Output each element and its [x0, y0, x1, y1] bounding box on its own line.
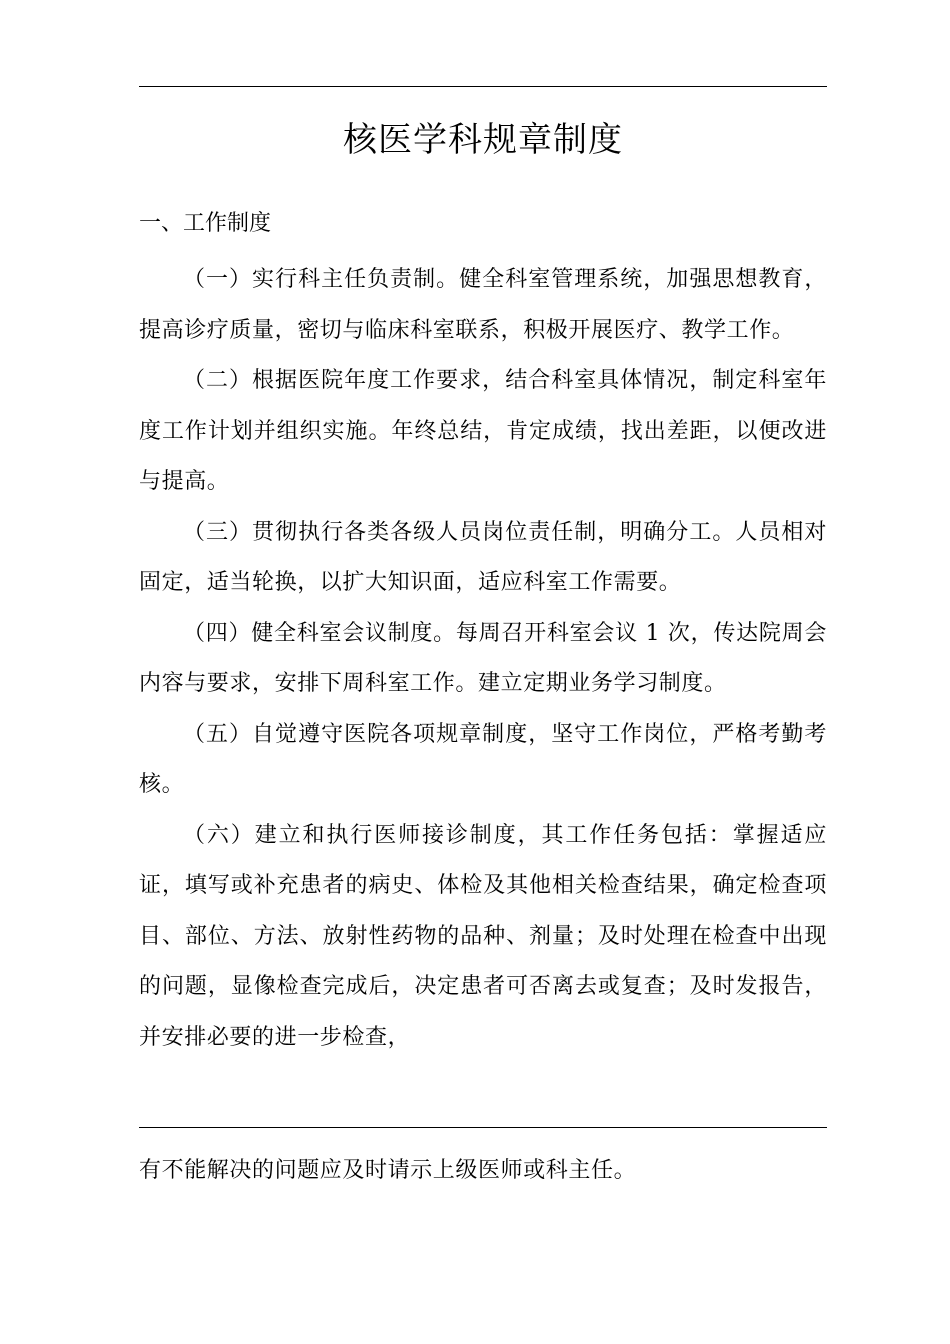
continued-text: 有不能解决的问题应及时请示上级医师或科主任。	[139, 1158, 637, 1183]
page-title: 核医学科规章制度	[343, 120, 623, 160]
header-rule	[139, 86, 827, 87]
section-heading: 一、工作制度	[139, 211, 272, 236]
page-break-rule	[139, 1127, 827, 1128]
paragraph-4: （四）健全科室会议制度。每周召开科室会议 1 次，传达院周会内容与要求，安排下周科室工作。建立定期业务学习制度。	[139, 620, 827, 696]
paragraph-2: （二）根据医院年度工作要求，结合科室具体情况，制定科室年度工作计划并组织实施。年终总结，肯定成绩，找出差距，以便改进与提高。	[139, 368, 827, 494]
paragraph-1: （一）实行科主任负责制。健全科室管理系统，加强思想教育，提高诊疗质量，密切与临床科室联系，积极开展医疗、教学工作。	[139, 267, 827, 343]
paragraph-3: （三）贯彻执行各类各级人员岗位责任制，明确分工。人员相对固定，适当轮换，以扩大知识面，适应科室工作需要。	[139, 519, 827, 595]
document-body	[139, 255, 827, 1063]
paragraph-5: （五）自觉遵守医院各项规章制度，坚守工作岗位，严格考勤考核。	[139, 721, 827, 797]
paragraph-6: （六）建立和执行医师接诊制度，其工作任务包括：掌握适应证，填写或补充患者的病史、体检及其他相关检查结果，确定检查项目、部位、方法、放射性药物的品种、剂量；及时处理在检查中出现的问题，显像检查完成后，决定患者可否离去或复查；及时发报告，并安排必要的进一步检查，	[139, 822, 827, 1050]
